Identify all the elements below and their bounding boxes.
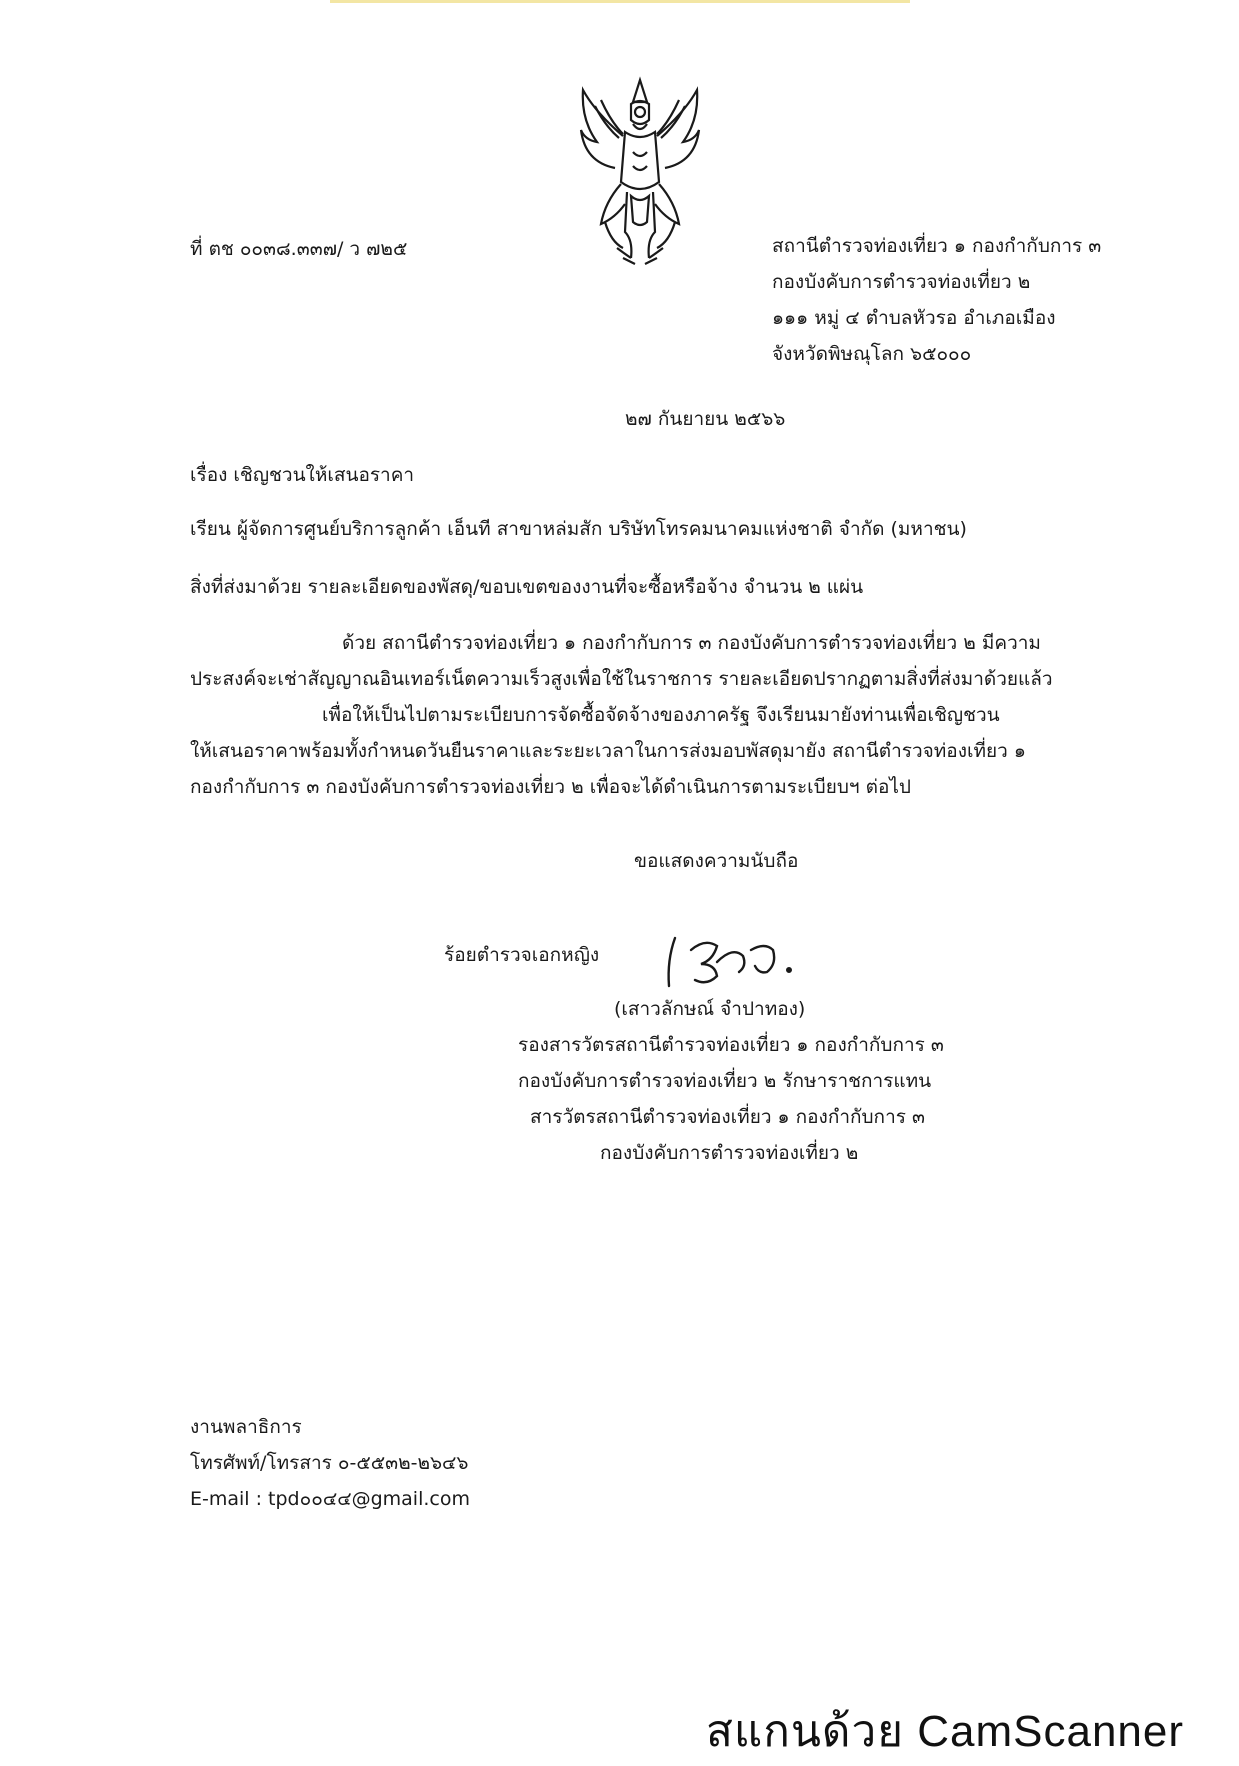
agency-line-4: จังหวัดพิษณุโลก ๖๕๐๐๐ (772, 343, 972, 365)
letter-date: ๒๗ กันยายน ๒๕๖๖ (625, 408, 786, 430)
body-line-3: เพื่อให้เป็นไปตามระเบียบการจัดซื้อจัดจ้างของภาครัฐ จึงเรียนมายังท่านเพื่อเชิญชวน (322, 704, 1000, 726)
contact-unit: งานพลาธิการ (190, 1416, 302, 1438)
body-line-4: ให้เสนอราคาพร้อมทั้งกำหนดวันยืนราคาและระยะเวลาในการส่งมอบพัสดุมายัง สถานีตำรวจท่องเที่ยว ๑ (190, 740, 1026, 762)
contact-email: E-mail : tpd๐๐๔๔@gmail.com (190, 1488, 470, 1510)
camscanner-watermark: สแกนด้วย CamScanner (706, 1707, 1185, 1756)
signer-position-2: กองบังคับการตำรวจท่องเที่ยว ๒ รักษาราชการแทน (518, 1070, 932, 1092)
garuda-emblem-icon (575, 72, 705, 272)
signer-rank: ร้อยตำรวจเอกหญิง (444, 944, 600, 966)
letter-subject: เรื่อง เชิญชวนให้เสนอราคา (190, 464, 415, 486)
body-line-1: ด้วย สถานีตำรวจท่องเที่ยว ๑ กองกำกับการ ๓ กองบังคับการตำรวจท่องเที่ยว ๒ มีความ (342, 632, 1041, 654)
signer-position-3: สารวัตรสถานีตำรวจท่องเที่ยว ๑ กองกำกับการ ๓ (530, 1106, 925, 1128)
letter-closing: ขอแสดงความนับถือ (634, 850, 799, 872)
body-line-5: กองกำกับการ ๓ กองบังคับการตำรวจท่องเที่ยว ๒ เพื่อจะได้ดำเนินการตามระเบียบฯ ต่อไป (190, 776, 911, 798)
signer-name: (เสาวลักษณ์ จำปาทอง) (614, 998, 806, 1020)
agency-line-1: สถานีตำรวจท่องเที่ยว ๑ กองกำกับการ ๓ (772, 235, 1102, 257)
contact-phone: โทรศัพท์/โทรสาร ๐-๕๕๓๒-๒๖๔๖ (190, 1452, 469, 1474)
document-number: ที่ ตช ๐๐๓๘.๓๓๗/ ว ๗๒๕ (190, 238, 408, 260)
signer-position-4: กองบังคับการตำรวจท่องเที่ยว ๒ (600, 1142, 859, 1164)
agency-line-3: ๑๑๑ หมู่ ๔ ตำบลหัวรอ อำเภอเมือง (772, 307, 1056, 329)
letter-enclosure: สิ่งที่ส่งมาด้วย รายละเอียดของพัสดุ/ขอบเขตของงานที่จะซื้อหรือจ้าง จำนวน ๒ แผ่น (190, 576, 864, 598)
signer-position-1: รองสารวัตรสถานีตำรวจท่องเที่ยว ๑ กองกำกับการ ๓ (518, 1034, 944, 1056)
body-line-2: ประสงค์จะเช่าสัญญาณอินเทอร์เน็ตความเร็วสูงเพื่อใช้ในราชการ รายละเอียดปรากฏตามสิ่งที่ส่งมาด้วยแล้ว (190, 668, 1053, 690)
letter-recipient: เรียน ผู้จัดการศูนย์บริการลูกค้า เอ็นที สาขาหล่มสัก บริษัทโทรคมนาคมแห่งชาติ จำกัด (มหาชน) (190, 518, 967, 540)
top-edge-line (330, 0, 910, 3)
agency-address (772, 228, 1101, 372)
handwritten-signature (655, 920, 815, 1000)
agency-line-2: กองบังคับการตำรวจท่องเที่ยว ๒ (772, 271, 1031, 293)
